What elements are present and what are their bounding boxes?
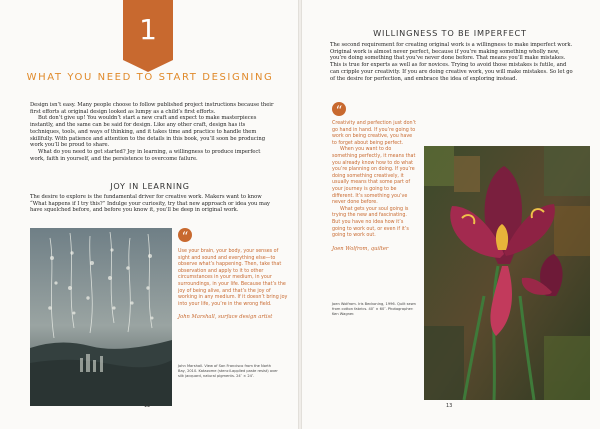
- book-spine: [298, 0, 302, 429]
- section-paragraph: The desire to explore is the fundamental driver for creative work. Makers want to know “What happens if I try this?” Indulge your curiosity, try that new approach or idea you may have squelched before, and before you know it, you’ll be deep in original work.: [30, 194, 270, 214]
- quote-text: Use your brain, your body, your senses of sight and sound and everything else—to observe what’s happening. Then, take that observation and apply to it to other circumstances in your medium, in your surroundings, in your life. Because that’s the joy of being alive, and that’s the joy of working in any medium. If it doesn’t bring joy into your life, you’re in the wrong field.: [178, 249, 288, 307]
- intro-paragraph: What do you need to get started? Joy in learning, a willingness to produce imperfect work, faith in yourself, and the persistence to overcome failure.: [30, 148, 261, 162]
- artwork-image-san-francisco: [30, 228, 172, 406]
- artwork-san-francisco-graphic: [30, 228, 172, 406]
- intro-paragraph: But don’t give up! You wouldn’t start a new craft and expect to make masterpieces instantly, and the same can be said for design. Like any other craft, design has its techniques, tools, and ways of thinking, and it takes time and practice to handle them skillfully. With patience and attention to the details in this book, you’ll soon be producing work you’ll be proud to share.: [30, 115, 266, 149]
- quote-text: What gets your soul going is trying the new and fascinating. But you have no idea how it’s going to work out, or even if it’s going to work out.: [332, 206, 409, 239]
- pull-quote: [332, 121, 416, 252]
- intro-paragraph: Design isn’t easy. Many people choose to follow published project instructions because their first efforts at original design looked as lumpy as a child’s first efforts.: [30, 102, 274, 115]
- image-caption: John Marshall. View of San Francisco from the North Bay, 2010. Katazome (stencil-applied paste resist) over silk jacquard, natural pigments. 24″ × 24″.: [178, 364, 278, 378]
- image-caption: Joen Wolfrom. Iris Beckoning, 1996. Quilt sewn from cotton fabrics. 40″ × 60″. Photographer: Ken Wagner.: [332, 302, 416, 316]
- section-text: [30, 194, 274, 214]
- right-body-text: [330, 42, 574, 82]
- page-number: 13: [446, 403, 453, 409]
- section-heading: JOY IN LEARNING: [110, 182, 190, 191]
- quote-author: John Marshall, surface design artist: [178, 314, 273, 321]
- quote-icon: “: [332, 102, 346, 116]
- pull-quote: [178, 249, 290, 321]
- quote-icon: “: [178, 228, 192, 242]
- quote-text: Creativity and perfection just don’t go hand in hand. If you’re going to work on being creative, you have to forget about being perfect.: [332, 121, 416, 146]
- body-paragraph: The second requirement for creating original work is a willingness to make imperfect work. Original work is almost never perfect, because if you’re making something wholly new, you’re doing something that you’ve never done before. That means you’ll make mistakes. This is true for experts as well as for novices. Trying to avoid those mistakes is futile, and can cripple your creativity. If you are doing creative work, you will make mistakes. So let go of the desire for perfection, and embrace the idea of exploring instead.: [330, 42, 573, 82]
- quote-text: When you want to do something perfectly, it means that you already know how to do what you’re planning on doing. If you’re doing something creatively, it usually means that some part of your journey is going to be different. It’s something you’ve never done before.: [332, 147, 416, 206]
- quote-author: Joen Wolfrom, quilter: [332, 245, 389, 252]
- right-page: [300, 0, 600, 429]
- section-heading: WILLINGNESS TO BE IMPERFECT: [373, 28, 527, 38]
- chapter-title: WHAT YOU NEED TO START DESIGNING: [26, 72, 274, 83]
- intro-text: [30, 102, 274, 162]
- page-number: 12: [144, 403, 151, 409]
- artwork-iris-graphic: [424, 146, 590, 400]
- chapter-banner: [123, 0, 173, 60]
- chapter-number: 1: [139, 13, 157, 46]
- artwork-image-iris: [424, 146, 590, 400]
